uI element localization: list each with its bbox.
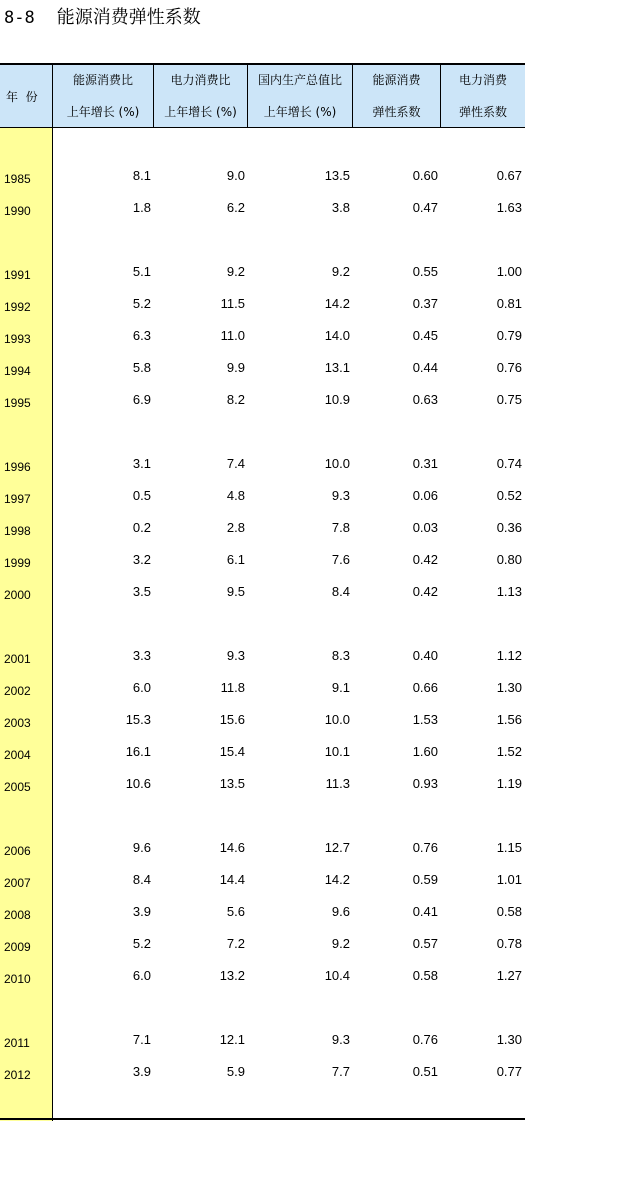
electricity-growth-cell: 9.3 bbox=[226, 648, 245, 663]
table-row bbox=[0, 514, 525, 546]
gdp-growth-cell: 14.2 bbox=[324, 872, 350, 887]
electricity-growth-cell: 14.4 bbox=[219, 872, 245, 887]
year-cell: 2010 bbox=[4, 972, 31, 986]
energy-growth-cell: 7.1 bbox=[132, 1032, 151, 1047]
electricity-elasticity-cell: 0.36 bbox=[496, 520, 522, 535]
energy-elasticity-cell: 0.37 bbox=[412, 296, 438, 311]
gdp-growth-cell: 9.3 bbox=[331, 488, 350, 503]
energy-elasticity-cell: 0.76 bbox=[412, 840, 438, 855]
year-cell: 2009 bbox=[4, 940, 31, 954]
header-label-line2: 上年增长 (%) bbox=[66, 105, 140, 119]
table-row bbox=[0, 290, 525, 322]
energy-growth-cell: 5.8 bbox=[132, 360, 151, 375]
year-cell: 2001 bbox=[4, 652, 31, 666]
electricity-growth-cell: 9.0 bbox=[226, 168, 245, 183]
electricity-elasticity-cell: 0.74 bbox=[496, 456, 522, 471]
energy-growth-cell: 8.1 bbox=[132, 168, 151, 183]
gdp-growth-cell: 9.6 bbox=[331, 904, 350, 919]
energy-elasticity-cell: 0.31 bbox=[412, 456, 438, 471]
electricity-growth-cell: 9.9 bbox=[226, 360, 245, 375]
gdp-growth-cell: 8.4 bbox=[331, 584, 350, 599]
header-label-line1: 能源消费比 bbox=[72, 73, 133, 87]
electricity-elasticity-cell: 1.30 bbox=[496, 680, 522, 695]
electricity-elasticity-cell: 0.77 bbox=[496, 1064, 522, 1079]
header-gdp-growth bbox=[248, 65, 353, 128]
table-row bbox=[0, 162, 525, 194]
table-row bbox=[0, 770, 525, 802]
year-cell: 1985 bbox=[4, 172, 31, 186]
electricity-elasticity-cell: 1.19 bbox=[496, 776, 522, 791]
energy-growth-cell: 6.0 bbox=[132, 968, 151, 983]
electricity-elasticity-cell: 1.27 bbox=[496, 968, 522, 983]
year-cell: 1994 bbox=[4, 364, 31, 378]
table-row bbox=[0, 930, 525, 962]
energy-growth-cell: 6.9 bbox=[132, 392, 151, 407]
gdp-growth-cell: 7.8 bbox=[331, 520, 350, 535]
table-row bbox=[0, 1058, 525, 1090]
header-label-line2: 上年增长 (%) bbox=[164, 105, 237, 119]
energy-growth-cell: 0.5 bbox=[132, 488, 151, 503]
gdp-growth-cell: 10.4 bbox=[324, 968, 350, 983]
year-cell: 1990 bbox=[4, 204, 31, 218]
electricity-growth-cell: 15.4 bbox=[219, 744, 245, 759]
gdp-growth-cell: 10.0 bbox=[324, 456, 350, 471]
energy-elasticity-cell: 0.03 bbox=[412, 520, 438, 535]
header-label-line1: 电力消费比 bbox=[170, 73, 231, 87]
table-row bbox=[0, 738, 525, 770]
energy-growth-cell: 0.2 bbox=[132, 520, 151, 535]
electricity-elasticity-cell: 0.58 bbox=[496, 904, 522, 919]
electricity-growth-cell: 9.5 bbox=[226, 584, 245, 599]
energy-elasticity-cell: 0.06 bbox=[412, 488, 438, 503]
energy-elasticity-cell: 0.66 bbox=[412, 680, 438, 695]
electricity-elasticity-cell: 1.15 bbox=[496, 840, 522, 855]
electricity-elasticity-cell: 0.67 bbox=[496, 168, 522, 183]
electricity-elasticity-cell: 0.52 bbox=[496, 488, 522, 503]
header-electricity-elasticity bbox=[441, 65, 525, 128]
energy-growth-cell: 5.2 bbox=[132, 936, 151, 951]
year-cell: 1993 bbox=[4, 332, 31, 346]
gdp-growth-cell: 9.1 bbox=[331, 680, 350, 695]
electricity-elasticity-cell: 1.12 bbox=[496, 648, 522, 663]
electricity-growth-cell: 7.4 bbox=[226, 456, 245, 471]
energy-elasticity-cell: 0.41 bbox=[412, 904, 438, 919]
electricity-growth-cell: 2.8 bbox=[226, 520, 245, 535]
electricity-growth-cell: 8.2 bbox=[226, 392, 245, 407]
gdp-growth-cell: 11.3 bbox=[325, 776, 350, 791]
gdp-growth-cell: 7.7 bbox=[331, 1064, 350, 1079]
electricity-growth-cell: 6.2 bbox=[226, 200, 245, 215]
electricity-elasticity-cell: 0.75 bbox=[496, 392, 522, 407]
year-cell: 1995 bbox=[4, 396, 31, 410]
header-label-line2: 弹性系数 bbox=[458, 105, 507, 119]
gdp-growth-cell: 14.2 bbox=[324, 296, 350, 311]
electricity-elasticity-cell: 1.30 bbox=[496, 1032, 522, 1047]
table-row bbox=[0, 546, 525, 578]
table-row bbox=[0, 386, 525, 418]
year-cell: 2006 bbox=[4, 844, 31, 858]
electricity-elasticity-cell: 0.81 bbox=[496, 296, 522, 311]
electricity-elasticity-cell: 1.52 bbox=[496, 744, 522, 759]
year-cell: 1996 bbox=[4, 460, 31, 474]
electricity-growth-cell: 14.6 bbox=[219, 840, 245, 855]
table-row bbox=[0, 1026, 525, 1058]
header-label-line1: 国内生产总值比 bbox=[257, 73, 342, 87]
electricity-elasticity-cell: 1.63 bbox=[496, 200, 522, 215]
electricity-growth-cell: 4.8 bbox=[226, 488, 245, 503]
gdp-growth-cell: 8.3 bbox=[331, 648, 350, 663]
energy-elasticity-cell: 0.47 bbox=[412, 200, 438, 215]
gdp-growth-cell: 13.1 bbox=[324, 360, 350, 375]
energy-elasticity-cell: 0.44 bbox=[412, 360, 438, 375]
energy-elasticity-cell: 0.57 bbox=[412, 936, 438, 951]
energy-growth-cell: 9.6 bbox=[132, 840, 151, 855]
table-row bbox=[0, 674, 525, 706]
electricity-elasticity-cell: 1.13 bbox=[496, 584, 522, 599]
year-cell: 1999 bbox=[4, 556, 31, 570]
table-row bbox=[0, 354, 525, 386]
energy-elasticity-cell: 0.51 bbox=[412, 1064, 438, 1079]
year-cell: 2004 bbox=[4, 748, 31, 762]
energy-growth-cell: 3.1 bbox=[132, 456, 151, 471]
energy-elasticity-cell: 0.59 bbox=[412, 872, 438, 887]
table-row bbox=[0, 962, 525, 994]
table-header bbox=[0, 63, 525, 128]
header-label-line1: 能源消费 bbox=[372, 73, 421, 87]
table-row bbox=[0, 482, 525, 514]
table-row bbox=[0, 706, 525, 738]
energy-growth-cell: 10.6 bbox=[125, 776, 151, 791]
gdp-growth-cell: 9.2 bbox=[331, 936, 350, 951]
header-label-line2: 弹性系数 bbox=[372, 105, 421, 119]
electricity-growth-cell: 11.5 bbox=[220, 296, 245, 311]
electricity-growth-cell: 13.5 bbox=[219, 776, 245, 791]
table-row bbox=[0, 194, 525, 226]
energy-growth-cell: 8.4 bbox=[132, 872, 151, 887]
electricity-elasticity-cell: 1.01 bbox=[496, 872, 522, 887]
energy-elasticity-cell: 0.45 bbox=[412, 328, 438, 343]
gdp-growth-cell: 9.2 bbox=[331, 264, 350, 279]
energy-growth-cell: 15.3 bbox=[125, 712, 151, 727]
energy-elasticity-cell: 0.42 bbox=[412, 584, 438, 599]
energy-growth-cell: 3.9 bbox=[132, 904, 151, 919]
energy-elasticity-cell: 0.40 bbox=[412, 648, 438, 663]
page-title bbox=[4, 6, 201, 30]
energy-elasticity-cell: 0.55 bbox=[412, 264, 438, 279]
table-row bbox=[0, 322, 525, 354]
energy-growth-cell: 3.2 bbox=[132, 552, 151, 567]
header-energy-growth bbox=[53, 65, 154, 128]
energy-elasticity-cell: 1.53 bbox=[412, 712, 438, 727]
electricity-growth-cell: 13.2 bbox=[219, 968, 245, 983]
year-cell: 2012 bbox=[4, 1068, 31, 1082]
electricity-growth-cell: 11.8 bbox=[220, 680, 245, 695]
electricity-growth-cell: 6.1 bbox=[226, 552, 245, 567]
table-title: 能源消费弹性系数 bbox=[56, 7, 201, 28]
gdp-growth-cell: 10.1 bbox=[324, 744, 350, 759]
year-cell: 1992 bbox=[4, 300, 31, 314]
energy-growth-cell: 3.9 bbox=[132, 1064, 151, 1079]
electricity-elasticity-cell: 1.00 bbox=[496, 264, 522, 279]
electricity-elasticity-cell: 1.56 bbox=[496, 712, 522, 727]
energy-growth-cell: 5.1 bbox=[132, 264, 151, 279]
table-row bbox=[0, 258, 525, 290]
year-cell: 2007 bbox=[4, 876, 31, 890]
header-electricity-growth bbox=[154, 65, 248, 128]
energy-growth-cell: 6.3 bbox=[132, 328, 151, 343]
energy-growth-cell: 16.1 bbox=[125, 744, 151, 759]
electricity-elasticity-cell: 0.76 bbox=[496, 360, 522, 375]
year-cell: 1997 bbox=[4, 492, 31, 506]
energy-growth-cell: 5.2 bbox=[132, 296, 151, 311]
table-bottom-rule bbox=[0, 1118, 525, 1120]
electricity-growth-cell: 9.2 bbox=[226, 264, 245, 279]
energy-elasticity-cell: 0.58 bbox=[412, 968, 438, 983]
table-row bbox=[0, 898, 525, 930]
year-cell: 1998 bbox=[4, 524, 31, 538]
table-row bbox=[0, 834, 525, 866]
energy-elasticity-cell: 1.60 bbox=[412, 744, 438, 759]
gdp-growth-cell: 14.0 bbox=[324, 328, 350, 343]
gdp-growth-cell: 7.6 bbox=[331, 552, 350, 567]
electricity-growth-cell: 7.2 bbox=[226, 936, 245, 951]
electricity-growth-cell: 12.1 bbox=[219, 1032, 245, 1047]
header-year-label: 年 份 bbox=[6, 90, 38, 104]
energy-elasticity-cell: 0.93 bbox=[412, 776, 438, 791]
electricity-elasticity-cell: 0.79 bbox=[496, 328, 522, 343]
energy-growth-cell: 3.3 bbox=[132, 648, 151, 663]
energy-growth-cell: 6.0 bbox=[132, 680, 151, 695]
gdp-growth-cell: 9.3 bbox=[331, 1032, 350, 1047]
electricity-growth-cell: 15.6 bbox=[219, 712, 245, 727]
gdp-growth-cell: 3.8 bbox=[331, 200, 350, 215]
year-cell: 1991 bbox=[4, 268, 31, 282]
header-energy-elasticity bbox=[353, 65, 441, 128]
electricity-growth-cell: 11.0 bbox=[220, 328, 245, 343]
gdp-growth-cell: 10.9 bbox=[324, 392, 350, 407]
year-cell: 2008 bbox=[4, 908, 31, 922]
table-row bbox=[0, 578, 525, 610]
year-cell: 2011 bbox=[4, 1036, 30, 1050]
year-cell: 2002 bbox=[4, 684, 31, 698]
electricity-growth-cell: 5.9 bbox=[226, 1064, 245, 1079]
energy-growth-cell: 3.5 bbox=[132, 584, 151, 599]
energy-elasticity-cell: 0.76 bbox=[412, 1032, 438, 1047]
year-cell: 2003 bbox=[4, 716, 31, 730]
energy-growth-cell: 1.8 bbox=[132, 200, 151, 215]
table-row bbox=[0, 866, 525, 898]
year-cell: 2000 bbox=[4, 588, 31, 602]
gdp-growth-cell: 10.0 bbox=[324, 712, 350, 727]
year-cell: 2005 bbox=[4, 780, 31, 794]
energy-elasticity-cell: 0.63 bbox=[412, 392, 438, 407]
gdp-growth-cell: 12.7 bbox=[324, 840, 350, 855]
header-label-line1: 电力消费 bbox=[458, 73, 507, 87]
table-row bbox=[0, 450, 525, 482]
electricity-growth-cell: 5.6 bbox=[226, 904, 245, 919]
header-year bbox=[0, 65, 53, 128]
table-row bbox=[0, 642, 525, 674]
energy-elasticity-cell: 0.42 bbox=[412, 552, 438, 567]
electricity-elasticity-cell: 0.80 bbox=[496, 552, 522, 567]
gdp-growth-cell: 13.5 bbox=[324, 168, 350, 183]
table-number: 8-8 bbox=[4, 8, 35, 28]
energy-elasticity-cell: 0.60 bbox=[412, 168, 438, 183]
header-label-line2: 上年增长 (%) bbox=[263, 105, 337, 119]
electricity-elasticity-cell: 0.78 bbox=[496, 936, 522, 951]
